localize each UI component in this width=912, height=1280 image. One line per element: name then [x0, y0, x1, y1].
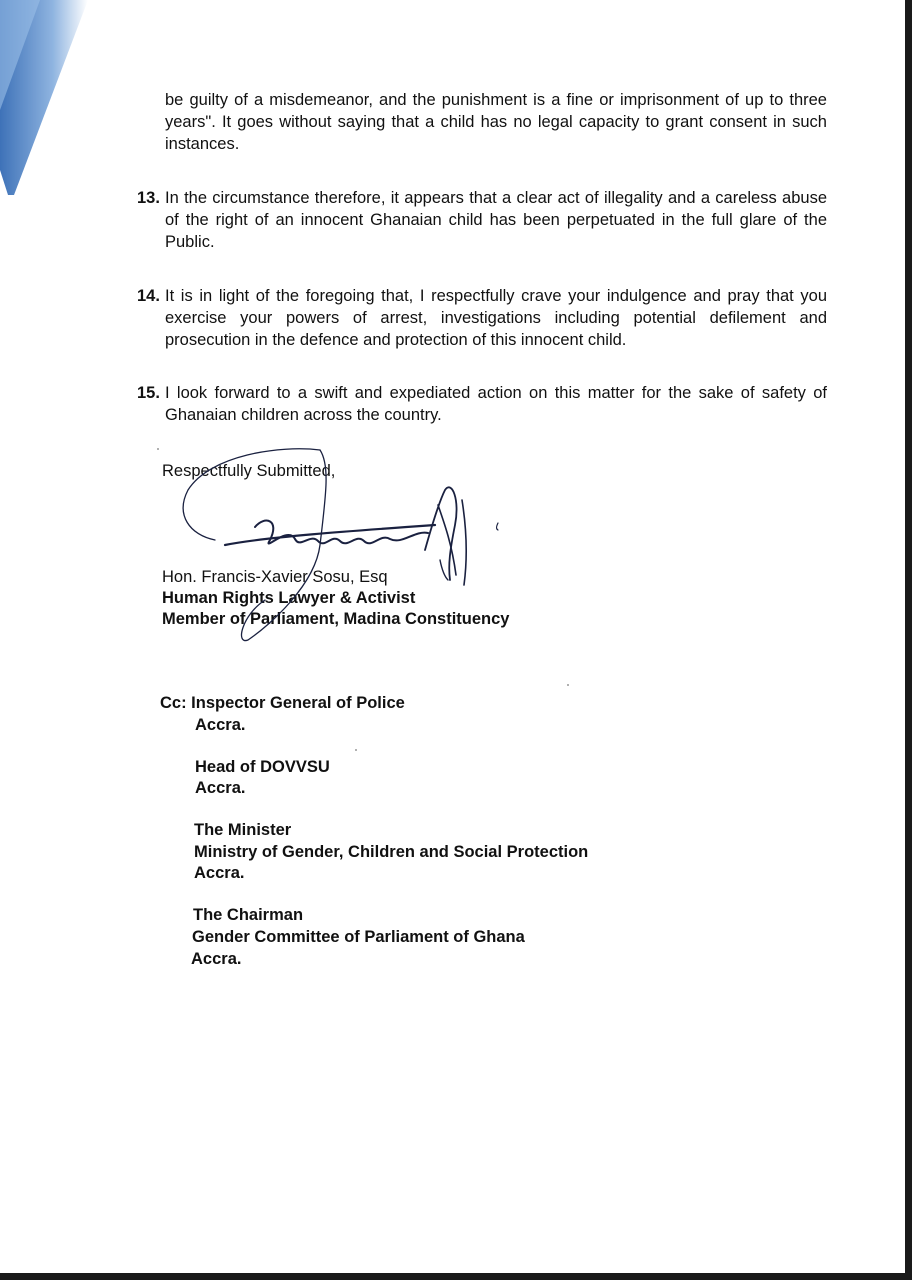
cc-recipient-line: Head of DOVVSU [195, 758, 330, 776]
signatory-constituency: Member of Parliament, Madina Constituency [162, 610, 510, 628]
cc-recipient-line: Accra. [194, 864, 245, 882]
closing-line: Respectfully Submitted, [162, 462, 336, 480]
item-number: 14. [137, 287, 160, 305]
signatory-title: Human Rights Lawyer & Activist [162, 589, 416, 607]
cc-recipient-line: Accra. [195, 779, 246, 797]
item-number: 13. [137, 189, 160, 207]
cc-recipient-line: Accra. [191, 950, 242, 968]
cc-recipient-line: Gender Committee of Parliament of Ghana [192, 928, 525, 946]
item-text: I look forward to a swift and expediated action on this matter for the sake of safety of Ghanaian children across the country. [165, 384, 827, 424]
item-number: 15. [137, 384, 160, 402]
cc-recipient-line: The Chairman [193, 906, 304, 924]
corner-stripe-icon [0, 0, 90, 200]
cc-label: Cc: Inspector General of Police [160, 694, 405, 712]
item-text: It is in light of the foregoing that, I respectfully crave your indulgence and pray that you exercise your powers of arrest, investigations including potential defilement and prosecution in the defence and protection of this innocent child. [165, 287, 827, 349]
scan-border-bottom [0, 1273, 912, 1280]
item-text: In the circumstance therefore, it appears that a clear act of illegality and a careless abuse of the right of an innocent Ghanaian child has been perpetuated in the full glare of the Public. [165, 189, 827, 251]
cc-recipient-line: Ministry of Gender, Children and Social Protection [194, 843, 589, 861]
scan-border-right [905, 0, 912, 1280]
scan-speck [355, 749, 357, 751]
signatory-name: Hon. Francis-Xavier Sosu, Esq [162, 568, 388, 586]
continuation-paragraph: be guilty of a misdemeanor, and the punishment is a fine or imprisonment of up to three years". It goes without saying that a child has no legal capacity to grant consent in such instances. [165, 91, 827, 153]
cc-recipient-line: The Minister [194, 821, 292, 839]
scan-speck [157, 448, 159, 450]
scan-speck [567, 684, 569, 686]
cc-recipient-line: Accra. [195, 716, 246, 734]
